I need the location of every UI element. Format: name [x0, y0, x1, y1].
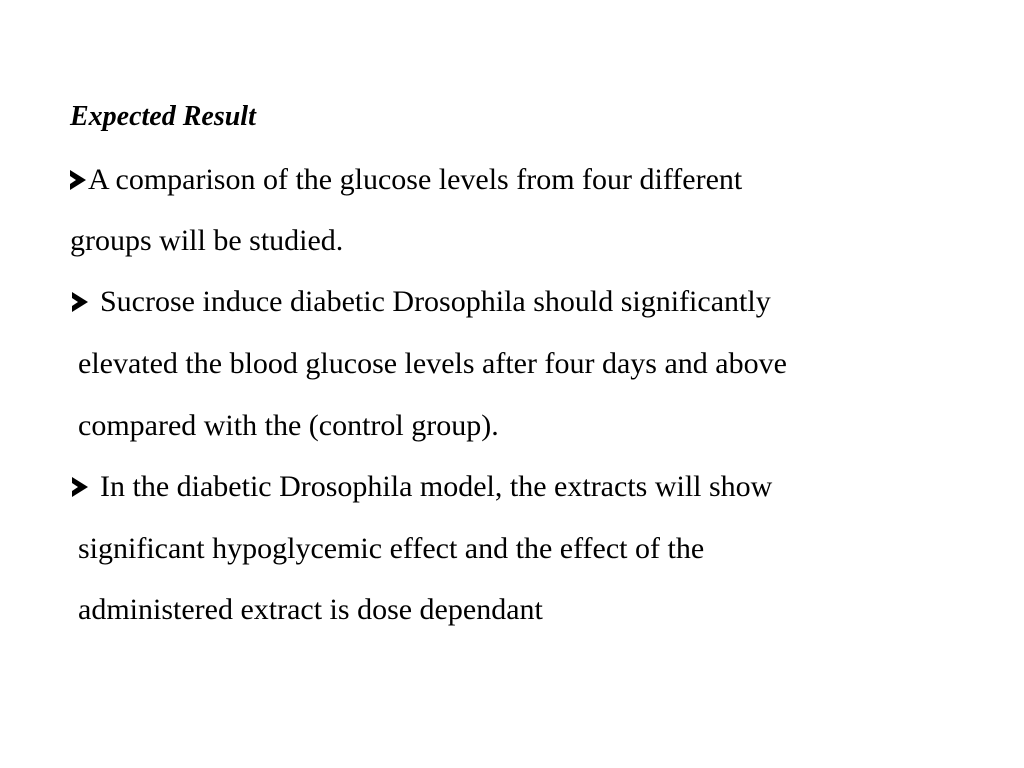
bullet-2-line-1	[72, 284, 771, 320]
arrow-bullet-icon	[72, 477, 88, 497]
bullet-1-line-1	[70, 162, 742, 198]
bullet-1-line-2: groups will be studied.	[70, 224, 344, 257]
arrow-bullet-icon	[70, 170, 86, 190]
bullet-2-text-1: Sucrose induce diabetic Drosophila should significantly	[100, 285, 771, 318]
bullet-1-text-1: A comparison of the glucose levels from four different	[88, 163, 743, 196]
bullet-3-line-2: significant hypoglycemic effect and the effect of the	[78, 532, 705, 565]
bullet-3-text-1: In the diabetic Drosophila model, the extracts will show	[100, 470, 773, 503]
bullet-3-line-3: administered extract is dose dependant	[78, 593, 543, 626]
slide-heading: Expected Result	[70, 101, 256, 132]
arrow-bullet-icon	[72, 292, 88, 312]
bullet-2-line-3: compared with the (control group).	[78, 409, 499, 442]
bullet-3-line-1	[72, 469, 772, 505]
bullet-2-line-2: elevated the blood glucose levels after four days and above	[78, 347, 787, 380]
